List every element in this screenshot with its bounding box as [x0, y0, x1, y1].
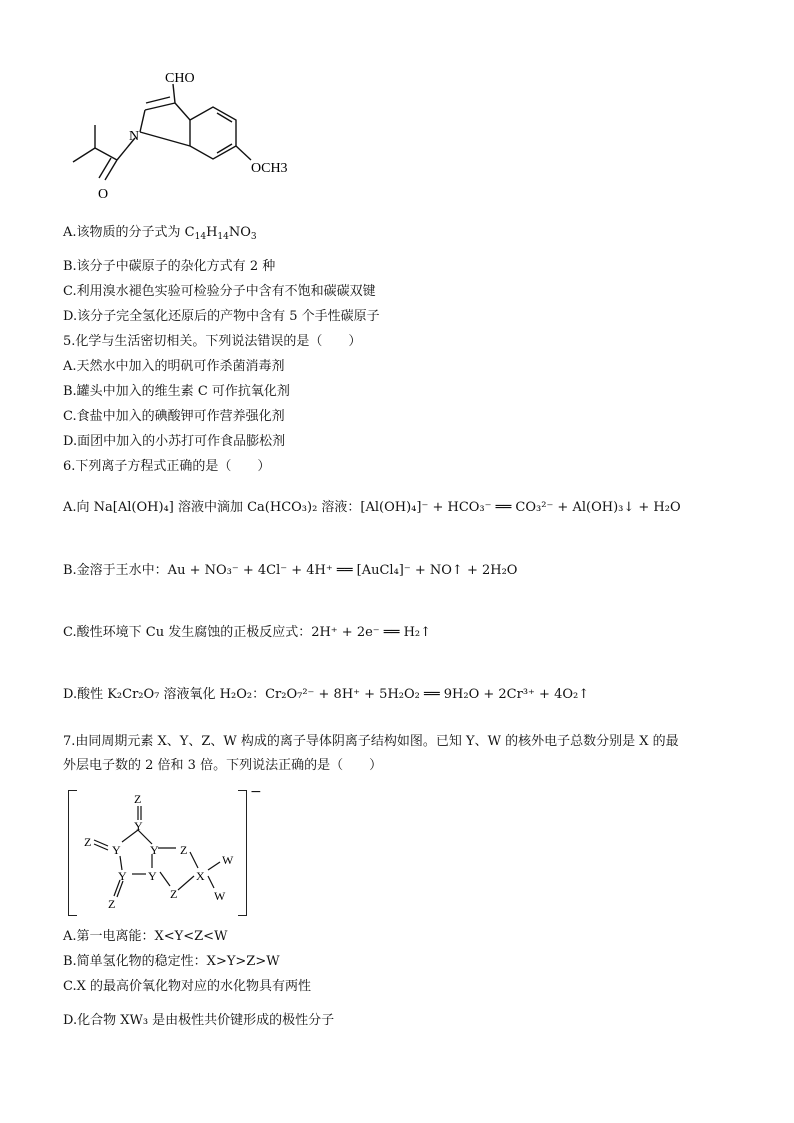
atom-x: X — [196, 869, 205, 883]
q7-stem-line1: 7.由同周期元素 X、Y、Z、W 构成的离子导体阴离子结构如图。已知 Y、W 的核外电子总数分别是 X 的最 — [63, 734, 679, 749]
q4-a-o-count: 3 — [250, 232, 257, 242]
atom-y-bottom-left: Y — [118, 869, 127, 883]
q4-a-h: H — [206, 225, 218, 240]
o-label: O — [98, 187, 109, 202]
q4-option-c: C.利用溴水褪色实验可检验分子中含有不饱和碳碳双键 — [63, 284, 376, 299]
atom-y-left: Y — [112, 843, 121, 857]
q7-stem-line2: 外层电子数的 2 倍和 3 倍。下列说法正确的是（ ） — [63, 758, 383, 773]
q7-anion-structure — [80, 790, 240, 914]
q7-option-c: C.X 的最高价氧化物对应的水化物具有两性 — [63, 979, 312, 994]
q4-a-h-count: 14 — [217, 232, 229, 242]
q5-option-b: B.罐头中加入的维生素 C 可作抗氧化剂 — [63, 384, 290, 399]
och3-label: OCH3 — [251, 161, 288, 176]
q5-option-a: A.天然水中加入的明矾可作杀菌消毒剂 — [63, 359, 285, 374]
atom-w-lower: W — [214, 889, 226, 903]
atom-z-bottom: Z — [170, 887, 178, 901]
q5-option-c: C.食盐中加入的碘酸钾可作营养强化剂 — [63, 409, 285, 424]
q7-left-bracket — [68, 790, 77, 916]
q6-option-a: A.向 Na[Al(OH)₄] 溶液中滴加 Ca(HCO₃)₂ 溶液：[Al(OH)₄]⁻ + HCO₃⁻ ══ CO₃²⁻ + Al(OH)₃↓ + H₂O — [63, 500, 681, 515]
atom-z-top: Z — [134, 792, 142, 806]
n-label: N — [129, 129, 140, 144]
q6-option-d: D.酸性 K₂Cr₂O₇ 溶液氧化 H₂O₂：Cr₂O₇²⁻ + 8H⁺ + 5H₂O₂ ══ 9H₂O + 2Cr³⁺ + 4O₂↑ — [63, 687, 590, 702]
atom-z-left: Z — [84, 835, 92, 849]
q7-option-b: B.简单氢化物的稳定性：X>Y>Z>W — [63, 954, 280, 969]
atom-y-top: Y — [134, 819, 143, 833]
cho-label: CHO — [165, 71, 195, 86]
atom-w-upper: W — [222, 853, 234, 867]
q5-stem: 5.化学与生活密切相关。下列说法错误的是（ ） — [63, 334, 362, 349]
q4-option-b: B.该分子中碳原子的杂化方式有 2 种 — [63, 259, 276, 274]
atom-y-mid: Y — [150, 843, 159, 857]
q7-charge: − — [250, 784, 262, 800]
atom-z-bottom-left: Z — [108, 897, 116, 911]
q4-a-c-count: 14 — [194, 232, 207, 242]
q6-stem: 6.下列离子方程式正确的是（ ） — [63, 459, 271, 474]
q4-a-prefix: A.该物质的分子式为 C — [63, 225, 195, 240]
q4-a-suffix: NO — [228, 225, 251, 240]
q5-option-d: D.面团中加入的小苏打可作食品膨松剂 — [63, 434, 286, 449]
q4-option-a — [63, 224, 257, 246]
atom-y-bottom: Y — [148, 869, 157, 883]
indole-structure-figure — [55, 0, 295, 210]
q4-option-d: D.该分子完全氢化还原后的产物中含有 5 个手性碳原子 — [63, 309, 380, 324]
q6-option-c: C.酸性环境下 Cu 发生腐蚀的正极反应式：2H⁺ + 2e⁻ ══ H₂↑ — [63, 625, 432, 640]
atom-z-right: Z — [180, 843, 188, 857]
benzene-ring — [190, 107, 236, 159]
q6-option-b: B.金溶于王水中：Au + NO₃⁻ + 4Cl⁻ + 4H⁺ ══ [AuCl₄]⁻ + NO↑ + 2H₂O — [63, 563, 518, 578]
q7-option-a: A.第一电离能：X<Y<Z<W — [63, 929, 228, 944]
q7-option-d: D.化合物 XW₃ 是由极性共价键形成的极性分子 — [63, 1013, 335, 1028]
